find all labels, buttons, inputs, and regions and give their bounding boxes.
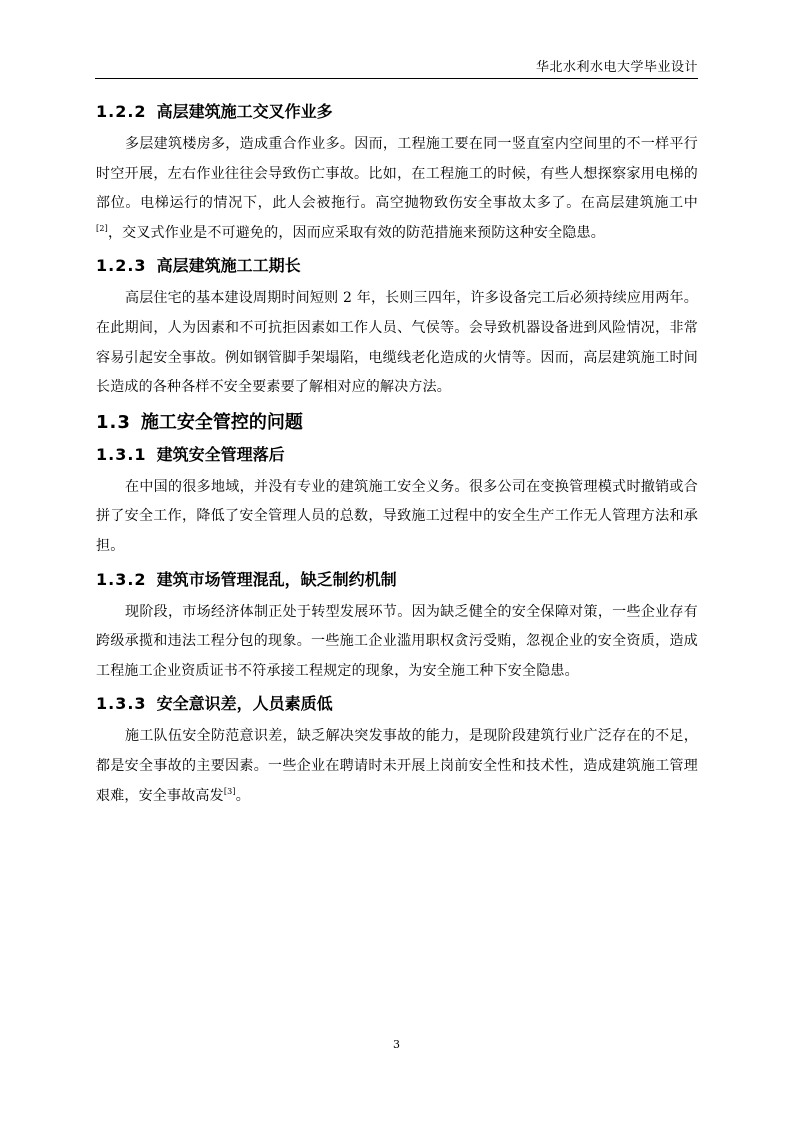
paragraph-text: ，交叉式作业是不可避免的，因而应采取有效的防范措施来预防这种安全隐患。 xyxy=(107,224,605,241)
section-number: 1.2.2 xyxy=(96,102,147,121)
section-heading xyxy=(96,100,698,130)
paragraph: 高层住宅的基本建设周期时间短则 2 年，长则三四年，许多设备完工后必须持续应用两年。在此期间，人为因素和不可抗拒因素如工作人员、气侯等。会导致机器设备进到风险情况，非常容易引起安全事故。例如钢管脚手架塌陷，电缆线老化造成的火情等。因而，高层建筑施工时间长造成的各种各样不安全要素要了解相对应的解决方法。 xyxy=(96,290,698,396)
section-heading xyxy=(96,254,698,284)
section-heading xyxy=(96,443,698,473)
section-1-3-1 xyxy=(96,443,698,562)
page-number: 3 xyxy=(393,1038,400,1051)
page-header xyxy=(95,52,698,79)
paragraph-text: 多层建筑楼房多，造成重合作业多。因而，工程施工要在同一竖直室内空间里的不一样平行时空开展，左右作业往往会导致伤亡事故。比如，在工程施工的时候，有些人想探察家用电梯的部位。电梯运行的情况下，此人会被拖行。高空抛物致伤安全事故太多了。在高层建筑施工中 xyxy=(96,136,698,212)
citation: [3] xyxy=(223,786,236,796)
section-title: 建筑市场管理混乱，缺乏制约机制 xyxy=(156,569,397,589)
section-1-2-2 xyxy=(96,100,698,248)
section-number: 1.3.2 xyxy=(96,569,147,589)
citation: [2] xyxy=(96,223,108,233)
section-title: 安全意识差，人员素质低 xyxy=(156,694,333,714)
paragraph: 在中国的很多地域，并没有专业的建筑施工安全义务。很多公司在变换管理模式时撤销或合拼了安全工作，降低了安全管理人员的总数，导致施工过程中的安全生产工作无人管理方法和承担。 xyxy=(96,478,698,554)
paragraph xyxy=(96,130,698,248)
section-number: 1.2.3 xyxy=(96,256,147,276)
document-body xyxy=(96,100,698,817)
section-number: 1.3 xyxy=(96,411,131,433)
paragraph-text: 。 xyxy=(235,787,250,804)
paragraph-text: 施工队伍安全防范意识差，缺乏解决突发事故的能力，是现阶段建筑行业广泛存在的不足，都是安全事故的主要因素。一些企业在聘请时未开展上岗前安全性和技术性，造成建筑施工管理艰难，安全事故高发 xyxy=(96,728,698,804)
section-title: 高层建筑施工交叉作业多 xyxy=(156,102,333,121)
section-title: 建筑安全管理落后 xyxy=(156,444,285,464)
paragraph: 现阶段，市场经济体制正处于转型发展环节。因为缺乏健全的安全保障对策，一些企业存有跨级承揽和违法工程分包的现象。一些施工企业滥用职权贪污受贿，忽视企业的安全资质，造成工程施工企业资质证书不符承接工程规定的现象，为安全施工种下安全隐患。 xyxy=(96,603,698,679)
section-1-3 xyxy=(96,409,698,443)
section-number: 1.3.1 xyxy=(96,444,147,464)
section-heading xyxy=(96,692,698,722)
section-title: 施工安全管控的问题 xyxy=(140,411,303,433)
header-title: 华北水利水电大学毕业设计 xyxy=(535,60,698,75)
paragraph xyxy=(96,722,698,811)
section-1-3-2 xyxy=(96,568,698,687)
section-title: 高层建筑施工工期长 xyxy=(156,256,301,276)
section-heading xyxy=(96,568,698,598)
chapter-heading xyxy=(96,409,698,443)
section-number: 1.3.3 xyxy=(96,694,147,714)
section-1-2-3 xyxy=(96,254,698,402)
section-1-3-3 xyxy=(96,692,698,811)
